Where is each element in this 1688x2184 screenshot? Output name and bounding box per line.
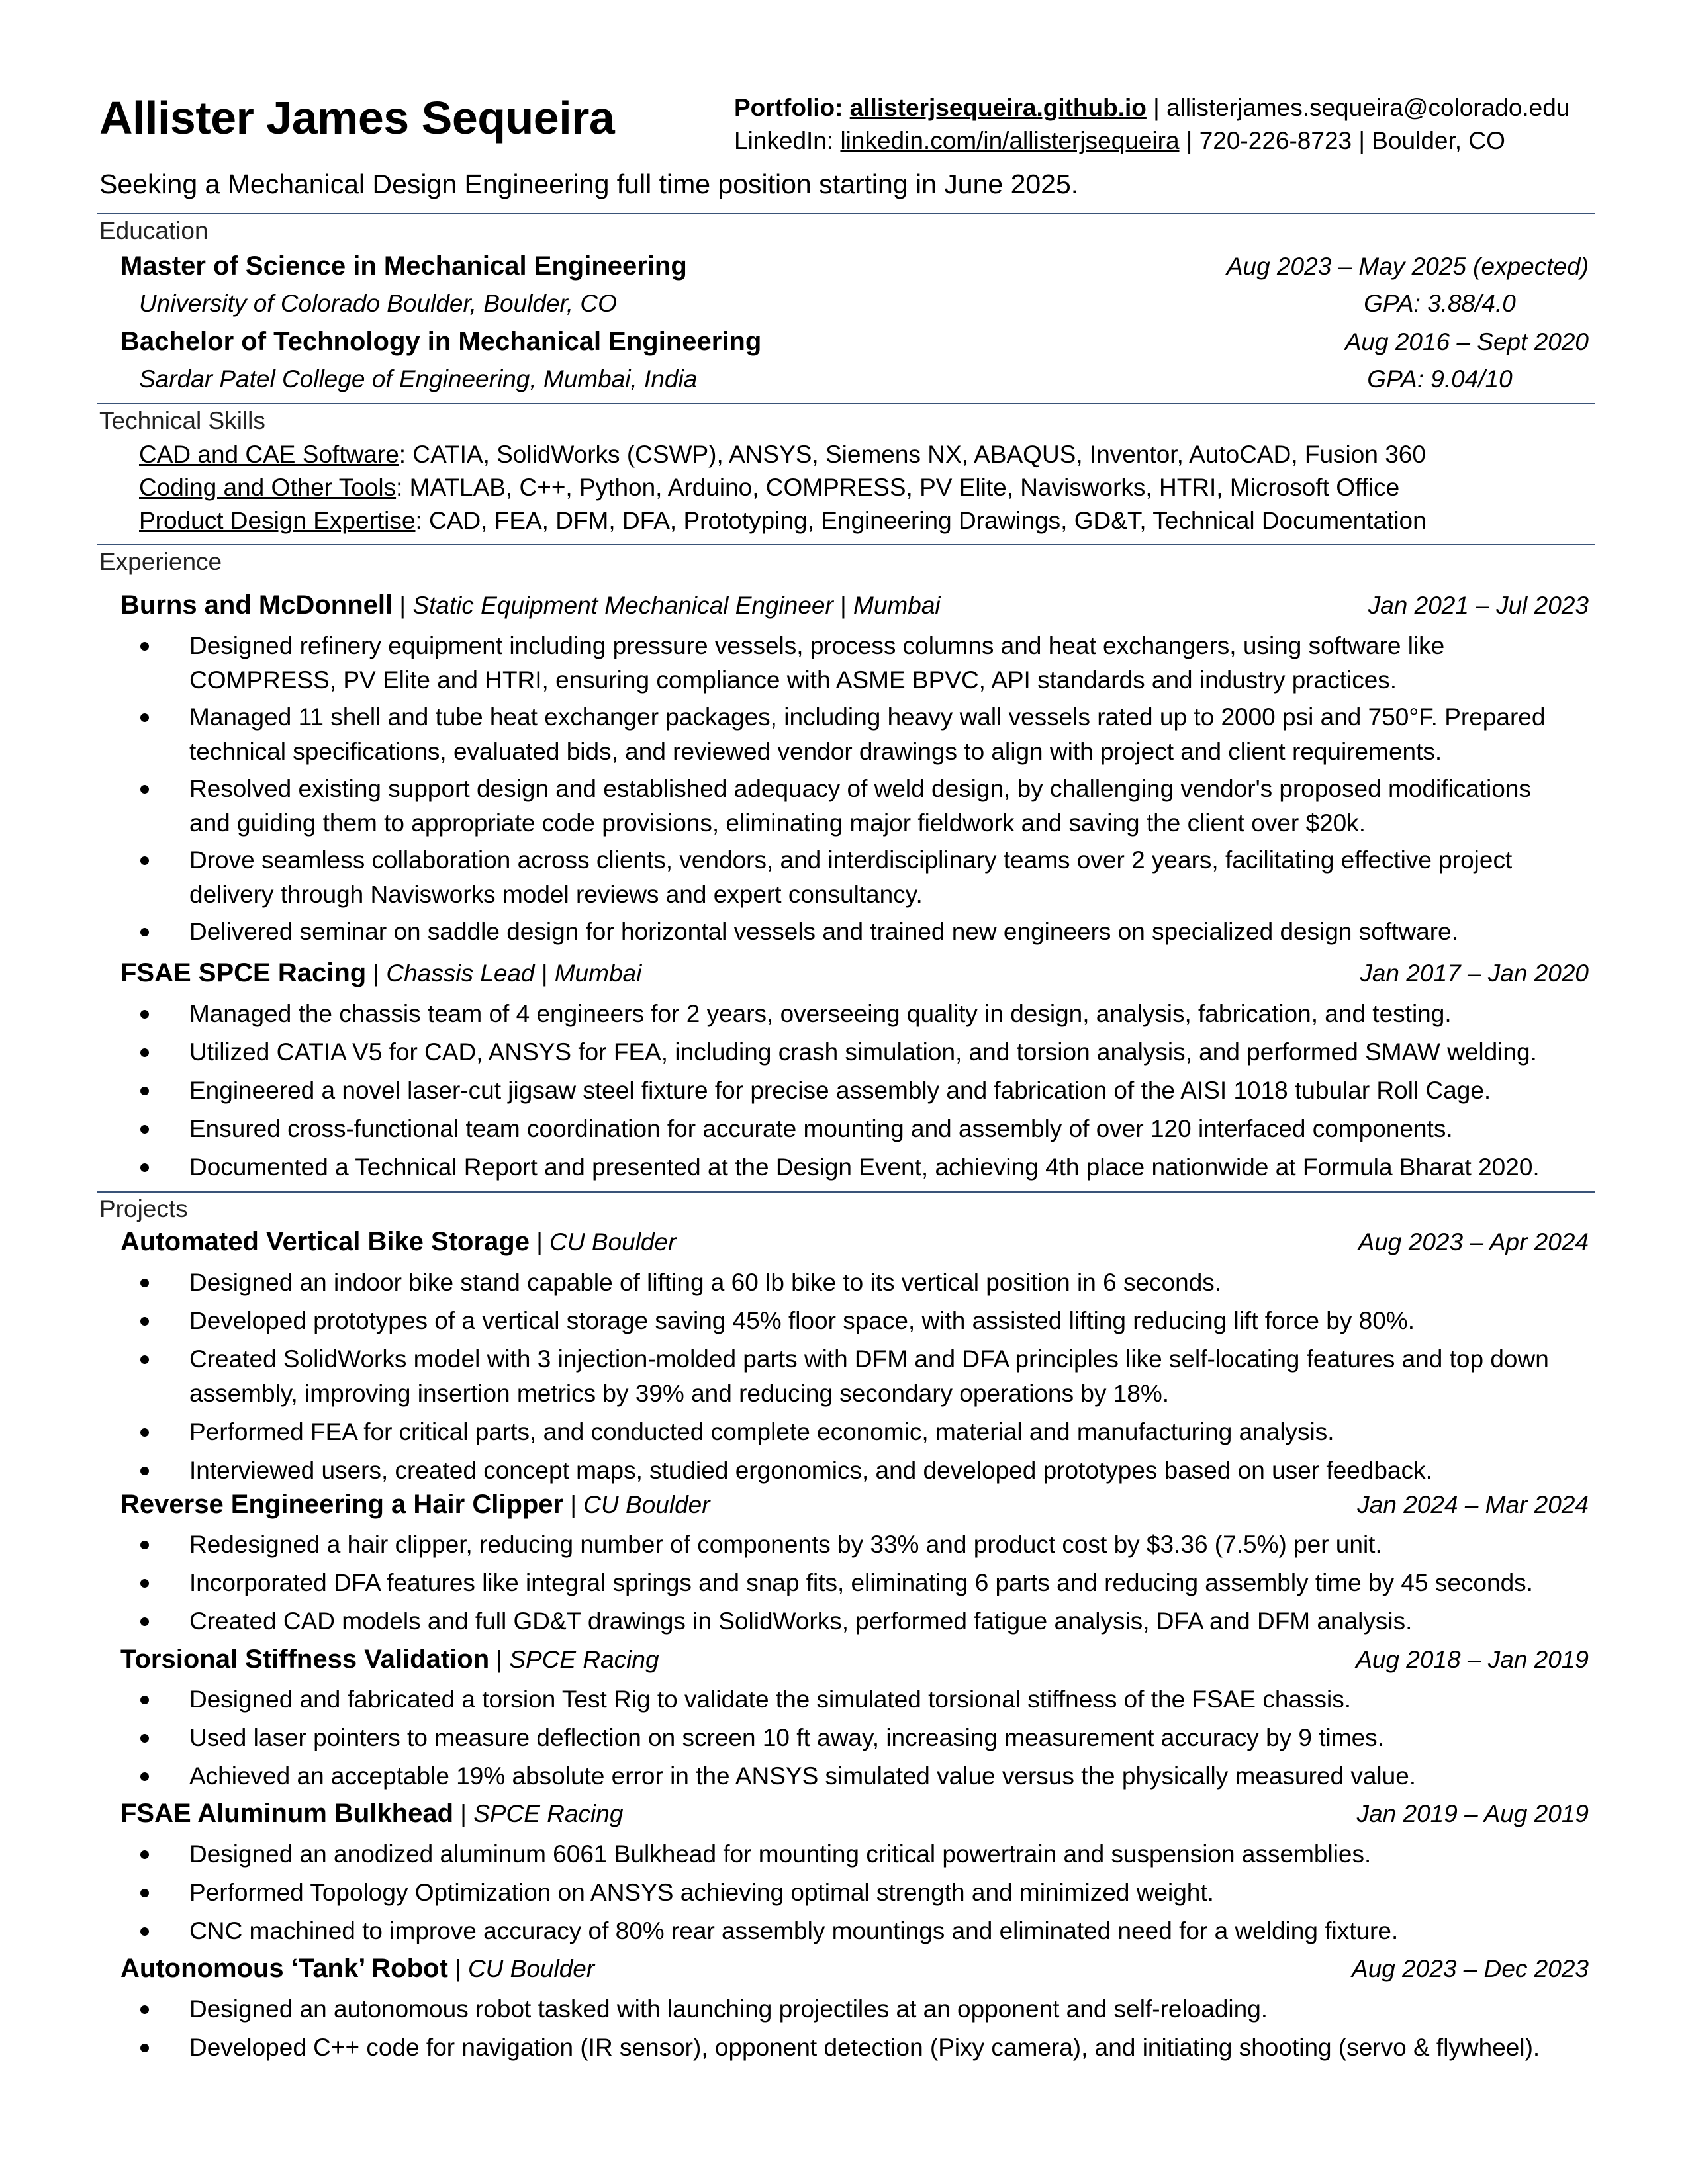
bullet-text: Achieved an acceptable 19% absolute error in the ANSYS simulated value versus the physically measured value. [189, 1762, 1417, 1790]
section-divider [97, 544, 1595, 545]
section-divider [97, 213, 1595, 214]
project-heading [120, 1490, 710, 1520]
bullet-text: Designed and fabricated a torsion Test Rig to validate the simulated torsional stiffness of the FSAE chassis. [189, 1686, 1352, 1713]
skill-value: : CATIA, SolidWorks (CSWP), ANSYS, Siemens NX, ABAQUS, Inventor, AutoCAD, Fusion 360 [399, 441, 1426, 468]
skill-label: Product Design Expertise [139, 507, 416, 534]
job-role: Chassis Lead [386, 960, 535, 987]
skill-value: : MATLAB, C++, Python, Arduino, COMPRESS, PV Elite, Navisworks, HTRI, Microsoft Office [396, 474, 1400, 501]
separator: | [534, 960, 555, 987]
bullet-text: Drove seamless collaboration across clients, vendors, and interdisciplinary teams over 2 years, facilitating effective project delivery through Navisworks model reviews and expert consultancy. [189, 846, 1513, 908]
project-heading [120, 1227, 676, 1257]
school-name: University of Colorado Boulder, Boulder, CO [139, 290, 617, 317]
bullet-text: Designed refinery equipment including pressure vessels, process columns and heat exchangers, using software like COMPRESS, PV Elite and HTRI, ensuring compliance with ASME BPVC, API standards and industry practices. [189, 632, 1445, 694]
gpa-text: GPA: 3.88/4.0 [1364, 290, 1516, 317]
section-title-projects: Projects [99, 1195, 188, 1222]
project-location: SPCE Racing [509, 1646, 659, 1673]
job-organization: Burns and McDonnell [120, 590, 393, 619]
skill-label: Coding and Other Tools [139, 474, 397, 501]
bullet-icon [140, 1048, 149, 1057]
project-name: Reverse Engineering a Hair Clipper [120, 1490, 564, 1519]
project-name: Automated Vertical Bike Storage [120, 1227, 530, 1256]
bullet-icon [140, 2005, 149, 2014]
job-dates: Jan 2021 – Jul 2023 [1368, 592, 1589, 619]
bullet-icon [140, 1889, 149, 1897]
project-dates: Aug 2018 – Jan 2019 [1356, 1646, 1589, 1673]
candidate-name: Allister James Sequeira [99, 92, 615, 144]
separator: | [366, 960, 387, 987]
bullet-text: Ensured cross-functional team coordination for accurate mounting and assembly of over 120 interfaced components. [189, 1115, 1453, 1142]
bullet-icon [140, 1467, 149, 1475]
email-text: allisterjames.sequeira@colorado.edu [1166, 94, 1570, 121]
gpa-text: GPA: 9.04/10 [1367, 365, 1513, 392]
bullet-text: CNC machined to improve accuracy of 80% rear assembly mountings and eliminated need for a welding fixture. [189, 1917, 1399, 1944]
project-dates: Aug 2023 – Dec 2023 [1352, 1955, 1589, 1982]
job-heading [120, 590, 941, 620]
separator: | [1352, 127, 1372, 154]
job-location: Mumbai [853, 592, 941, 619]
project-heading [120, 1799, 623, 1829]
phone-text: 720-226-8723 [1199, 127, 1352, 154]
location-text: Boulder, CO [1372, 127, 1505, 154]
bullet-text: Incorporated DFA features like integral springs and snap fits, eliminating 6 parts and reducing assembly time by 45 seconds. [189, 1569, 1533, 1596]
portfolio-link[interactable]: allisterjsequeira.github.io [849, 94, 1147, 121]
bullet-icon [140, 1163, 149, 1172]
skill-label: CAD and CAE Software [139, 441, 399, 468]
school-name: Sardar Patel College of Engineering, Mumbai, India [139, 365, 698, 392]
bullet-text: Designed an indoor bike stand capable of lifting a 60 lb bike to its vertical position in 6 seconds. [189, 1269, 1222, 1296]
project-name: FSAE Aluminum Bulkhead [120, 1799, 454, 1828]
bullet-text: Redesigned a hair clipper, reducing number of components by 33% and product cost by $3.36 (7.5%) per unit. [189, 1531, 1382, 1558]
bullet-icon [140, 1541, 149, 1549]
linkedin-label: LinkedIn: [734, 127, 834, 154]
job-dates: Jan 2017 – Jan 2020 [1360, 960, 1589, 987]
bullet-icon [140, 1772, 149, 1781]
separator: | [1146, 94, 1167, 121]
project-name: Torsional Stiffness Validation [120, 1645, 490, 1674]
project-heading [120, 1645, 659, 1674]
bullet-icon [140, 1927, 149, 1936]
degree-dates: Aug 2023 – May 2025 (expected) [1226, 253, 1589, 280]
project-location: CU Boulder [467, 1955, 595, 1982]
bullet-icon [140, 1617, 149, 1626]
separator: | [393, 592, 413, 619]
skill-value: : CAD, FEA, DFM, DFA, Prototyping, Engineering Drawings, GD&T, Technical Documentation [415, 507, 1427, 534]
contact-line-1 [734, 94, 1570, 122]
bullet-text: Interviewed users, created concept maps, studied ergonomics, and developed prototypes based on user feedback. [189, 1457, 1432, 1484]
separator: | [453, 1800, 474, 1827]
bullet-text: Used laser pointers to measure deflection on screen 10 ft away, increasing measurement accuracy by 9 times. [189, 1724, 1384, 1751]
bullet-icon [140, 1428, 149, 1437]
job-organization: FSAE SPCE Racing [120, 958, 367, 987]
bullet-icon [140, 785, 149, 794]
project-location: CU Boulder [549, 1228, 677, 1255]
contact-line-2 [734, 127, 1505, 155]
bullet-icon [140, 2044, 149, 2052]
bullet-icon [140, 1010, 149, 1019]
bullet-icon [140, 1087, 149, 1095]
bullet-text: Designed an anodized aluminum 6061 Bulkhead for mounting critical powertrain and suspension assemblies. [189, 1841, 1372, 1868]
section-title-education: Education [99, 217, 209, 244]
separator: | [563, 1491, 584, 1518]
bullet-text: Developed C++ code for navigation (IR sensor), opponent detection (Pixy camera), and initiating shooting (servo & flywheel). [189, 2034, 1540, 2061]
project-location: CU Boulder [583, 1491, 710, 1518]
degree-title: Master of Science in Mechanical Engineering [120, 251, 687, 281]
job-heading [120, 958, 641, 988]
job-location: Mumbai [554, 960, 642, 987]
bullet-icon [140, 1317, 149, 1326]
bullet-icon [140, 856, 149, 865]
section-title-experience: Experience [99, 548, 222, 575]
bullet-icon [140, 713, 149, 722]
project-dates: Jan 2024 – Mar 2024 [1357, 1491, 1589, 1518]
section-divider [97, 403, 1595, 404]
bullet-text: Created SolidWorks model with 3 injection-molded parts with DFM and DFA principles like self-locating features and top down assembly, improving insertion metrics by 39% and reducing secondary operations by 18%. [189, 1345, 1549, 1407]
degree-dates: Aug 2016 – Sept 2020 [1344, 328, 1589, 355]
bullet-text: Utilized CATIA V5 for CAD, ANSYS for FEA, including crash simulation, and torsion analysis, and performed SMAW welding. [189, 1038, 1537, 1066]
bullet-icon [140, 1734, 149, 1743]
bullet-icon [140, 1279, 149, 1287]
section-divider [97, 1191, 1595, 1193]
bullet-icon [140, 1355, 149, 1364]
separator: | [529, 1228, 550, 1255]
bullet-icon [140, 1579, 149, 1588]
project-dates: Aug 2023 – Apr 2024 [1358, 1228, 1589, 1255]
degree-title: Bachelor of Technology in Mechanical Engineering [120, 327, 762, 356]
bullet-text: Delivered seminar on saddle design for horizontal vessels and trained new engineers on specialized design software. [189, 918, 1458, 945]
job-role: Static Equipment Mechanical Engineer [412, 592, 833, 619]
project-name: Autonomous ‘Tank’ Robot [120, 1954, 448, 1983]
skill-line [139, 441, 1426, 469]
project-heading [120, 1954, 594, 1983]
bullet-icon [140, 928, 149, 936]
bullet-text: Managed 11 shell and tube heat exchanger packages, including heavy wall vessels rated up to 2000 psi and 750°F. Prepared technical specifications, evaluated bids, and reviewed vendor drawings to align with project and client requirements. [189, 704, 1546, 765]
separator: | [833, 592, 854, 619]
separator: | [489, 1646, 510, 1673]
separator: | [1179, 127, 1199, 154]
bullet-icon [140, 1696, 149, 1704]
portfolio-label: Portfolio: [734, 94, 843, 121]
bullet-text: Created CAD models and full GD&T drawings in SolidWorks, performed fatigue analysis, DFA and DFM analysis. [189, 1608, 1413, 1635]
skill-line [139, 507, 1427, 535]
linkedin-link[interactable]: linkedin.com/in/allisterjsequeira [840, 127, 1180, 154]
skill-line [139, 474, 1399, 502]
bullet-text: Engineered a novel laser-cut jigsaw steel fixture for precise assembly and fabrication of the AISI 1018 tubular Roll Cage. [189, 1077, 1491, 1104]
separator: | [447, 1955, 468, 1982]
project-dates: Jan 2019 – Aug 2019 [1356, 1800, 1589, 1827]
bullet-text: Documented a Technical Report and presented at the Design Event, achieving 4th place nationwide at Formula Bharat 2020. [189, 1154, 1540, 1181]
bullet-icon [140, 1125, 149, 1134]
objective-statement: Seeking a Mechanical Design Engineering full time position starting in June 2025. [99, 169, 1079, 199]
section-title-skills: Technical Skills [99, 407, 265, 434]
bullet-text: Performed FEA for critical parts, and conducted complete economic, material and manufacturing analysis. [189, 1418, 1335, 1445]
bullet-text: Designed an autonomous robot tasked with launching projectiles at an opponent and self-reloading. [189, 1995, 1268, 2023]
bullet-icon [140, 642, 149, 651]
bullet-text: Developed prototypes of a vertical storage saving 45% floor space, with assisted lifting reducing lift force by 80%. [189, 1307, 1415, 1334]
bullet-text: Managed the chassis team of 4 engineers for 2 years, overseeing quality in design, analysis, fabrication, and testing. [189, 1000, 1452, 1027]
bullet-text: Performed Topology Optimization on ANSYS achieving optimal strength and minimized weight. [189, 1879, 1214, 1906]
bullet-icon [140, 1850, 149, 1859]
project-location: SPCE Racing [473, 1800, 624, 1827]
bullet-text: Resolved existing support design and established adequacy of weld design, by challenging vendor's proposed modifications and guiding them to appropriate code provisions, eliminating major fieldwork and saving the client over $20k. [189, 775, 1531, 837]
